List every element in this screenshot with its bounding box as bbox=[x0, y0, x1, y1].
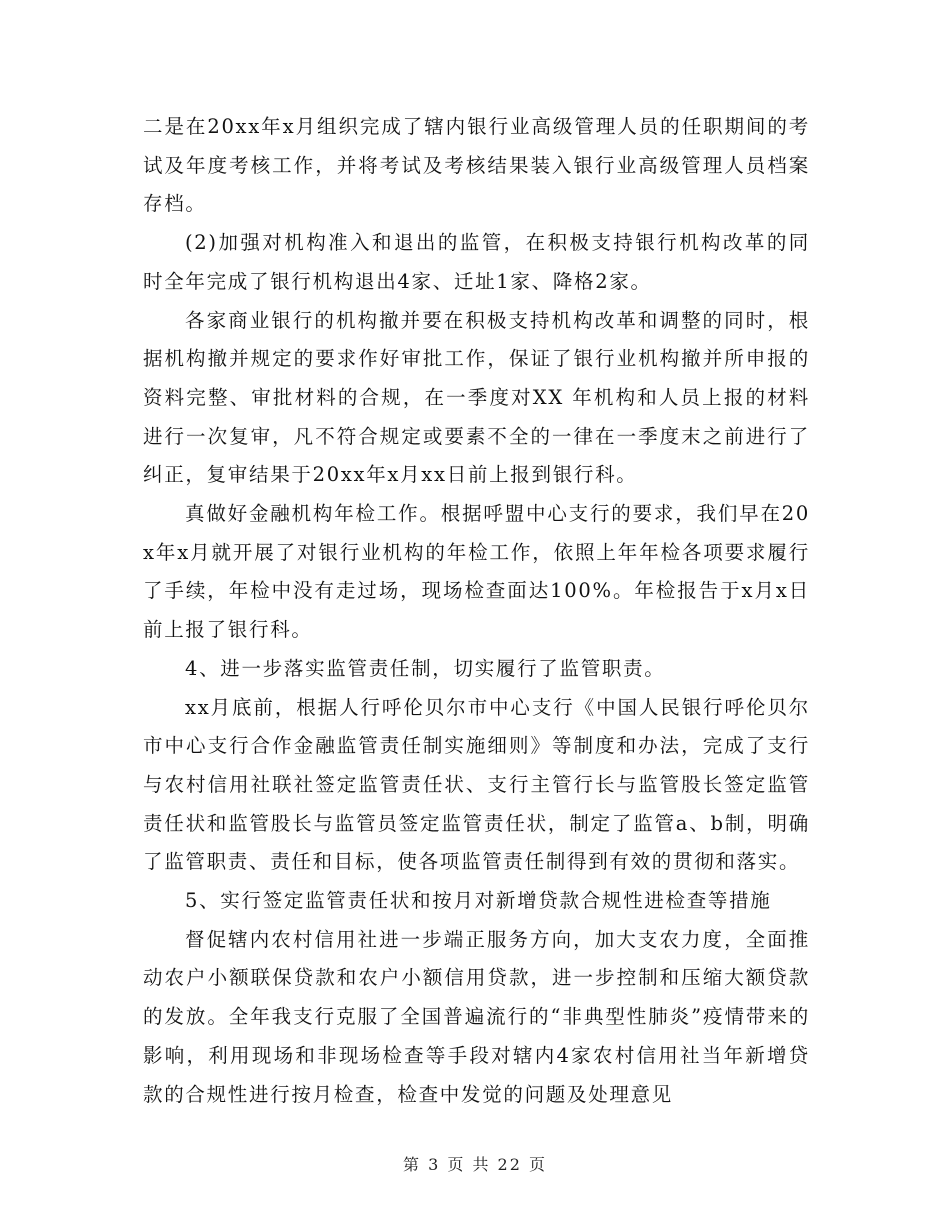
page-number-label: 第 3 页 共 22 页 bbox=[403, 1155, 547, 1174]
paragraph-4: 真做好金融机构年检工作。根据呼盟中心支行的要求，我们早在20x年x月就开展了对银行业机构的年检工作，依照上年年检各项要求履行了手续，年检中没有走过场，现场检查面达100%。年检报告于x月x日前上报了银行科。 bbox=[143, 502, 810, 642]
paragraph-6: xx月底前，根据人行呼伦贝尔市中心支行《中国人民银行呼伦贝尔市中心支行合作金融监管责任制实施细则》等制度和办法，完成了支行与农村信用社联社签定监管责任状、支行主管行长与监管股长签定监管责任状和监管股长与监管员签定监管责任状，制定了监管a、b制，明确了监管职责、责任和目标，使各项监管责任制得到有效的贯彻和落实。 bbox=[143, 695, 810, 874]
page-footer bbox=[0, 1153, 950, 1177]
paragraph-2: (2)加强对机构准入和退出的监管，在积极支持银行机构改革的同时全年完成了银行机构退出4家、迁址1家、降格2家。 bbox=[143, 231, 810, 293]
paragraph-8: 督促辖内农村信用社进一步端正服务方向，加大支农力度，全面推动农户小额联保贷款和农户小额信用贷款，进一步控制和压缩大额贷款的发放。全年我支行克服了全国普遍流行的“非典型性肺炎”疫情带来的影响，利用现场和非现场检查等手段对辖内4家农村信用社当年新增贷款的合规性进行按月检查，检查中发觉的问题及处理意见 bbox=[143, 927, 810, 1106]
paragraph-3: 各家商业银行的机构撤并要在积极支持机构改革和调整的同时，根据机构撤并规定的要求作好审批工作，保证了银行业机构撤并所申报的资料完整、审批材料的合规，在一季度对XX 年机构和人员上报的材料进行一次复审，凡不符合规定或要素不全的一律在一季度末之前进行了纠正，复审结果于20xx年x月xx日前上报到银行科。 bbox=[143, 308, 810, 487]
paragraph-7: 5、实行签定监管责任状和按月对新增贷款合规性进检查等措施 bbox=[185, 889, 772, 913]
paragraph-1: 二是在20xx年x月组织完成了辖内银行业高级管理人员的任职期间的考试及年度考核工作，并将考试及考核结果装入银行业高级管理人员档案存档。 bbox=[143, 115, 810, 216]
paragraph-5: 4、进一步落实监管责任制，切实履行了监管职责。 bbox=[185, 656, 666, 680]
document-body bbox=[143, 108, 810, 1114]
